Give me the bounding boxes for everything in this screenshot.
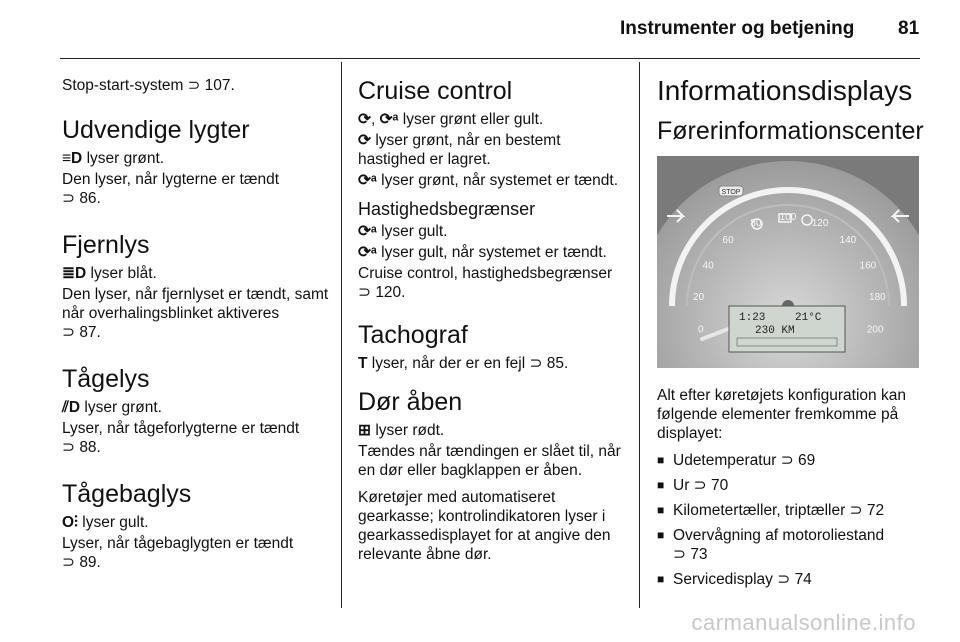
display-items-list [657, 451, 921, 589]
column-divider-2 [639, 62, 640, 608]
text-line: ⟳, ⟳ᵃ lyser grønt eller gult. [358, 111, 544, 128]
gauge-tick-label: 120 [811, 217, 829, 229]
text-line: ⟳ᵃ lyser grønt, når systemet er tændt. [358, 172, 619, 189]
tachograph-icon: T [358, 355, 368, 372]
high-beam-icon: ≣D [62, 265, 87, 282]
fog-light-icon: ⫽D [62, 399, 81, 416]
heading-dor-aben: Dør åben [358, 388, 463, 416]
heading-informationsdisplays: Informationsdisplays [657, 75, 913, 106]
gauge-tick-label: 20 [693, 291, 705, 303]
text-line: Den lyser, når fjernlyset er tændt, samt når overhalingsblinket aktiveres ⊃ 87. [62, 286, 329, 341]
gauge-tick-label: 0 [698, 324, 704, 336]
gauge-tick-label: 40 [702, 260, 714, 272]
speed-limiter-icon: ⟳ᵃ [358, 244, 377, 261]
column-2 [358, 76, 632, 572]
gauge-tick-label: 100 [779, 212, 797, 223]
rear-fog-light-icon: O⫶ [62, 514, 78, 531]
ref-arrow-icon: ⊃ [62, 190, 75, 207]
stopstart-line: Stop-start-system ⊃ 107. [62, 77, 235, 94]
cruise-active-icon: ⟳ᵃ [379, 111, 399, 128]
text-line: ⟳ᵃ lyser gult. [358, 223, 448, 240]
text-line: ⟳ lyser grønt, når en bestemt hastighed er lagret. [358, 132, 561, 168]
text-line: Cruise control, hastighedsbegrænser ⊃ 120. [358, 265, 613, 301]
display-distance: 230 KM [755, 325, 795, 337]
column-divider-1 [341, 62, 342, 608]
display-temp: 21°C [795, 312, 822, 324]
text-line: Køretøjer med automatiseret gearkasse; kontrolindikatoren lyser i gearkassedisplayet for at angive den relevante åbne dør. [358, 489, 611, 563]
side-lights-icon: ≡D [62, 150, 83, 167]
text-line: Lyser, når tågeforlygterne er tændt ⊃ 88. [62, 420, 300, 456]
text-line: ≡D lyser grønt. [62, 150, 165, 167]
ref-arrow-icon: ⊃ [529, 355, 543, 372]
column-3 [657, 74, 924, 595]
watermark: carmanualsonline.info [691, 610, 916, 635]
text-line: ≣D lyser blåt. [62, 265, 157, 282]
list-item: ■ Udetemperatur ⊃ 69 [657, 451, 921, 470]
list-item: ■ Overvågning af motoroliestand ⊃ 73 [657, 526, 921, 564]
gauge-tick-label: 140 [839, 234, 857, 246]
text-line: T lyser, når der er en fejl ⊃ 85. [358, 355, 569, 372]
heading-tachograf: Tachograf [358, 321, 468, 349]
column-1 [62, 76, 334, 580]
cruise-control-icon: ⟳ [358, 111, 371, 128]
list-item: ■ Ur ⊃ 70 [657, 476, 921, 495]
speed-limiter-icon: ⟳ᵃ [358, 223, 377, 240]
cruise-control-icon: ⟳ [358, 132, 371, 149]
gauge-tick-label: 160 [859, 260, 877, 272]
text-line: Tændes når tændingen er slået til, når en dør eller bagklappen er åben. [358, 443, 621, 479]
gauge-tick-label: 60 [722, 234, 734, 246]
gauge-tick-label: 180 [869, 291, 886, 303]
list-item: ■ Kilometertæller, triptæller ⊃ 72 [657, 501, 921, 520]
heading-fjernlys: Fjernlys [62, 231, 150, 259]
text-line: Den lyser, når lygterne er tændt ⊃ 86. [62, 171, 280, 207]
intro-text: Alt efter køretøjets konfiguration kan følgende elementer fremkomme på displayet: [657, 387, 906, 442]
heading-tagelys: Tågelys [62, 365, 150, 393]
text-line: ⫽D lyser grønt. [62, 399, 162, 416]
ref-arrow-icon: ⊃ [62, 439, 75, 456]
ref-arrow-icon: ⊃ [62, 554, 75, 571]
list-item: ■ Servicedisplay ⊃ 74 [657, 570, 921, 589]
stop-label: STOP [721, 189, 741, 196]
header-rule [60, 58, 920, 59]
cruise-active-icon: ⟳ᵃ [358, 172, 377, 189]
door-open-icon: ⊞ [358, 422, 371, 439]
display-time: 1:23 [739, 312, 766, 324]
heading-cruise-control: Cruise control [358, 77, 513, 105]
heading-hastighedsbegraenser: Hastighedsbegrænser [358, 199, 536, 219]
text-line: ⟳ᵃ lyser gult, når systemet er tændt. [358, 244, 607, 261]
heading-udvendige-lygter: Udvendige lygter [62, 116, 250, 144]
ref-arrow-icon: ⊃ [358, 284, 371, 301]
heading-forerinformationscenter: Førerinformationscenter [657, 117, 924, 145]
ref-arrow-icon: ⊃ [62, 324, 75, 341]
gauge-tick-label: 200 [866, 324, 884, 336]
ref-arrow-icon: ⊃ [187, 77, 201, 94]
text-line: O⫶ lyser gult. [62, 514, 149, 531]
page-number: 81 [898, 18, 920, 39]
instrument-cluster-figure [657, 156, 919, 368]
text-line: ⊞ lyser rødt. [358, 422, 445, 439]
text-line: Lyser, når tågebaglygten er tændt ⊃ 89. [62, 535, 294, 571]
header-title: Instrumenter og betjening [620, 18, 855, 39]
heading-tagebaglys: Tågebaglys [62, 480, 192, 508]
gauge-tick-label: 80 [750, 217, 762, 229]
